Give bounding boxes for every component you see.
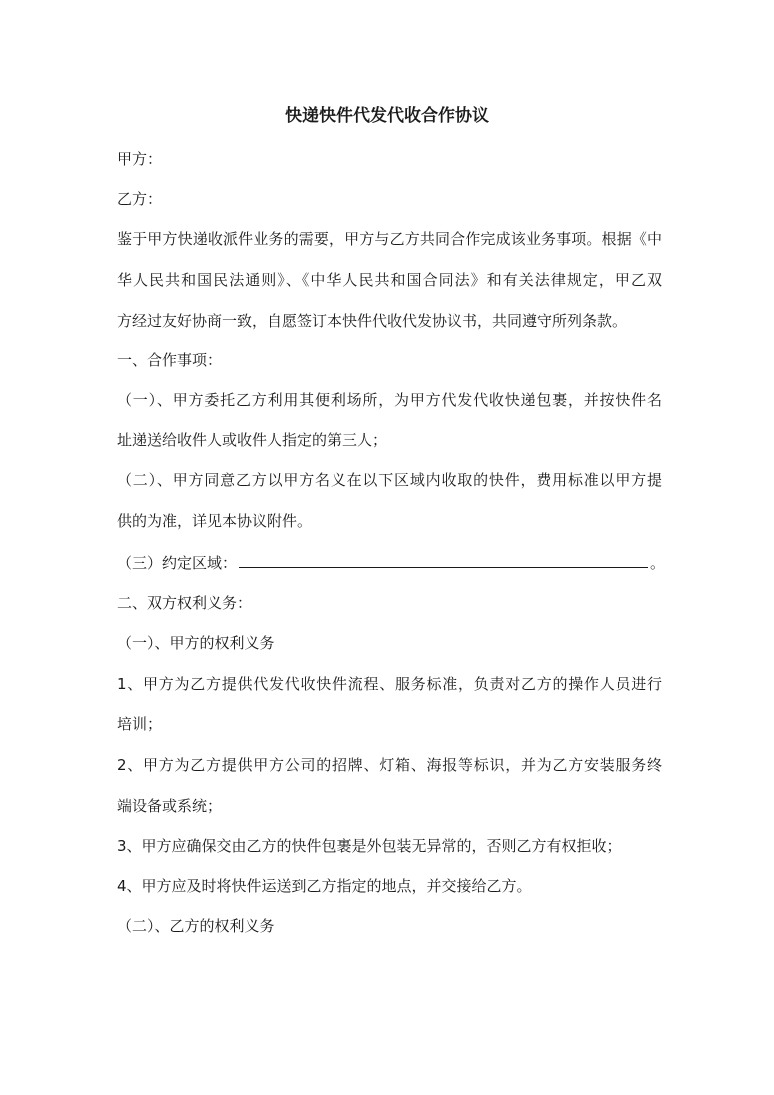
preamble-line-2: 华人民共和国民法通则》、《中华人民共和国合同法》和有关法律规定，甲乙双 (117, 271, 662, 289)
clause-2-line-2: 端设备或系统； (117, 797, 223, 815)
section-2-heading: 二、双方权利义务： (117, 594, 253, 612)
party-a-line: 甲方： (117, 150, 163, 168)
clause-3: 3、甲方应确保交由乙方的快件包裹是外包装无异常的，否则乙方有权拒收； (117, 837, 622, 855)
preamble-line-3: 方经过友好协商一致，自愿签订本快件代收代发协议书，共同遵守所列条款。 (117, 312, 628, 330)
section-1-item-2-line-1: （二）、甲方同意乙方以甲方名义在以下区域内收取的快件，费用标准以甲方提 (117, 471, 662, 489)
section-1-item-1-line-2: 址递送给收件人或收件人指定的第三人； (117, 431, 388, 449)
section-1-item-2-line-2: 供的为准，详见本协议附件。 (117, 512, 313, 530)
preamble-line-1: 鉴于甲方快递收派件业务的需要，甲方与乙方共同合作完成该业务事项。根据《中 (117, 230, 662, 248)
section-1-item-1-line-1: （一）、甲方委托乙方利用其便利场所，为甲方代发代收快递包裹，并按快件名 (117, 391, 662, 409)
clause-1-line-2: 培训； (117, 715, 163, 733)
agreed-area-period: 。 (650, 554, 666, 572)
section-1-item-3 (117, 550, 666, 575)
party-b-line: 乙方： (117, 190, 163, 208)
document-title: 快递快件代发代收合作协议 (285, 106, 489, 126)
agreed-area-label: （三）约定区域： (117, 554, 238, 572)
agreed-area-blank (239, 550, 648, 568)
clause-1-line-1: 1、甲方为乙方提供代发代收快件流程、服务标准，负责对乙方的操作人员进行 (117, 675, 662, 693)
section-1-heading: 一、合作事项： (117, 351, 223, 369)
section-2-sub-2-heading: （二）、乙方的权利义务 (117, 917, 275, 935)
clause-4: 4、甲方应及时将快件运送到乙方指定的地点，并交接给乙方。 (117, 877, 532, 895)
clause-2-line-1: 2、甲方为乙方提供甲方公司的招牌、灯箱、海报等标识，并为乙方安装服务终 (117, 756, 662, 774)
section-2-sub-1-heading: （一）、甲方的权利义务 (117, 634, 275, 652)
